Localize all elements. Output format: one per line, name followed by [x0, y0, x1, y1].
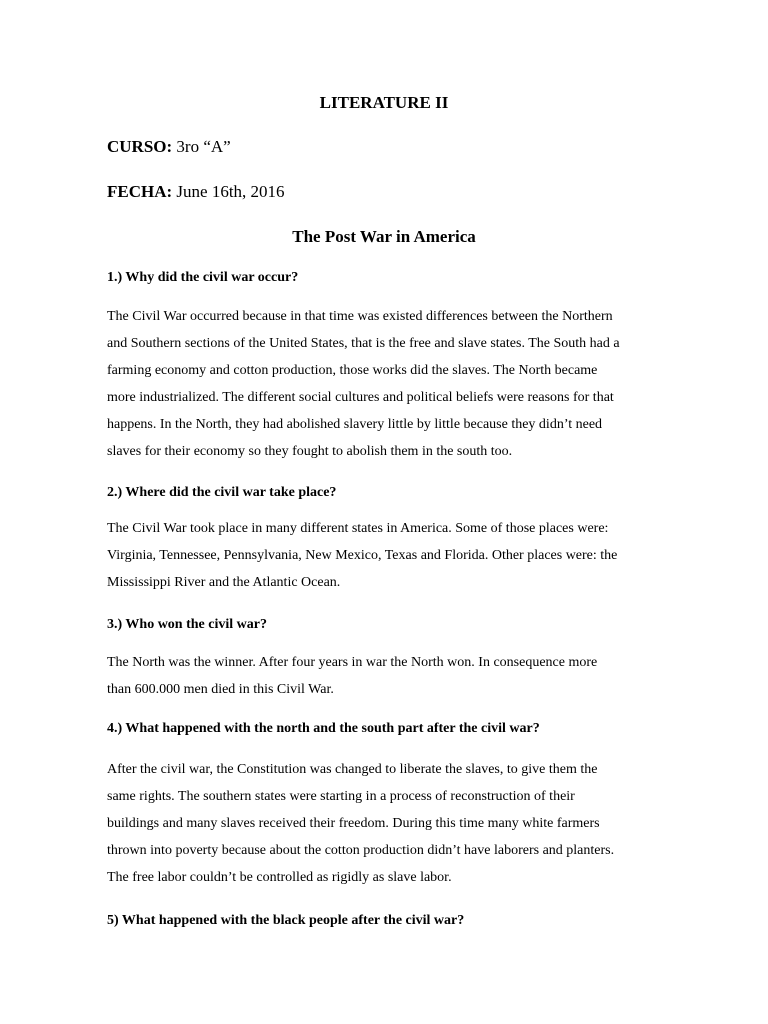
answer-line: more industrialized. The different social cultures and political beliefs were reasons for that	[107, 390, 614, 405]
answer-line: The Civil War took place in many different states in America. Some of those places were:	[107, 521, 609, 536]
answer-line: buildings and many slaves received their freedom. During this time many white farmers	[107, 816, 600, 831]
answer-2	[107, 515, 663, 596]
question-4: 4.) What happened with the north and the south part after the civil war?	[107, 721, 540, 736]
answer-line: happens. In the North, they had abolished slavery little by little because they didn’t need	[107, 417, 603, 432]
answer-line: and Southern sections of the United States, that is the free and slave states. The South had a	[107, 336, 620, 351]
answer-line: After the civil war, the Constitution was changed to liberate the slaves, to give them the	[107, 762, 598, 777]
question-3: 3.) Who won the civil war?	[107, 617, 267, 632]
answer-line: The free labor couldn’t be controlled as rigidly as slave labor.	[107, 870, 452, 885]
curso-value: 3ro “A”	[172, 137, 231, 156]
answer-1	[107, 303, 663, 465]
answer-line: farming economy and cotton production, those works did the slaves. The North became	[107, 363, 598, 378]
answer-line: The Civil War occurred because in that time was existed differences between the Northern	[107, 309, 613, 324]
fecha-value: June 16th, 2016	[172, 182, 285, 201]
answer-line: slaves for their economy so they fought to abolish them in the south too.	[107, 444, 513, 459]
curso-label: CURSO:	[107, 137, 173, 156]
answer-3	[107, 649, 663, 703]
answer-line: thrown into poverty because about the cotton production didn’t have laborers and planters.	[107, 843, 615, 858]
answer-line: The North was the winner. After four years in war the North won. In consequence more	[107, 655, 598, 670]
fecha-label: FECHA:	[107, 182, 173, 201]
question-5: 5) What happened with the black people after the civil war?	[107, 913, 465, 928]
answer-line: same rights. The southern states were starting in a process of reconstruction of their	[107, 789, 575, 804]
question-2: 2.) Where did the civil war take place?	[107, 485, 337, 500]
answer-line: Mississippi River and the Atlantic Ocean.	[107, 575, 341, 590]
answer-line: Virginia, Tennessee, Pennsylvania, New Mexico, Texas and Florida. Other places were: the	[107, 548, 618, 563]
answer-line: than 600.000 men died in this Civil War.	[107, 682, 334, 697]
question-1: 1.) Why did the civil war occur?	[107, 270, 299, 285]
essay-title: The Post War in America	[292, 227, 476, 246]
answer-4	[107, 756, 663, 891]
fecha-field	[107, 182, 285, 202]
curso-field	[107, 137, 231, 157]
document-title: LITERATURE II	[319, 93, 449, 112]
